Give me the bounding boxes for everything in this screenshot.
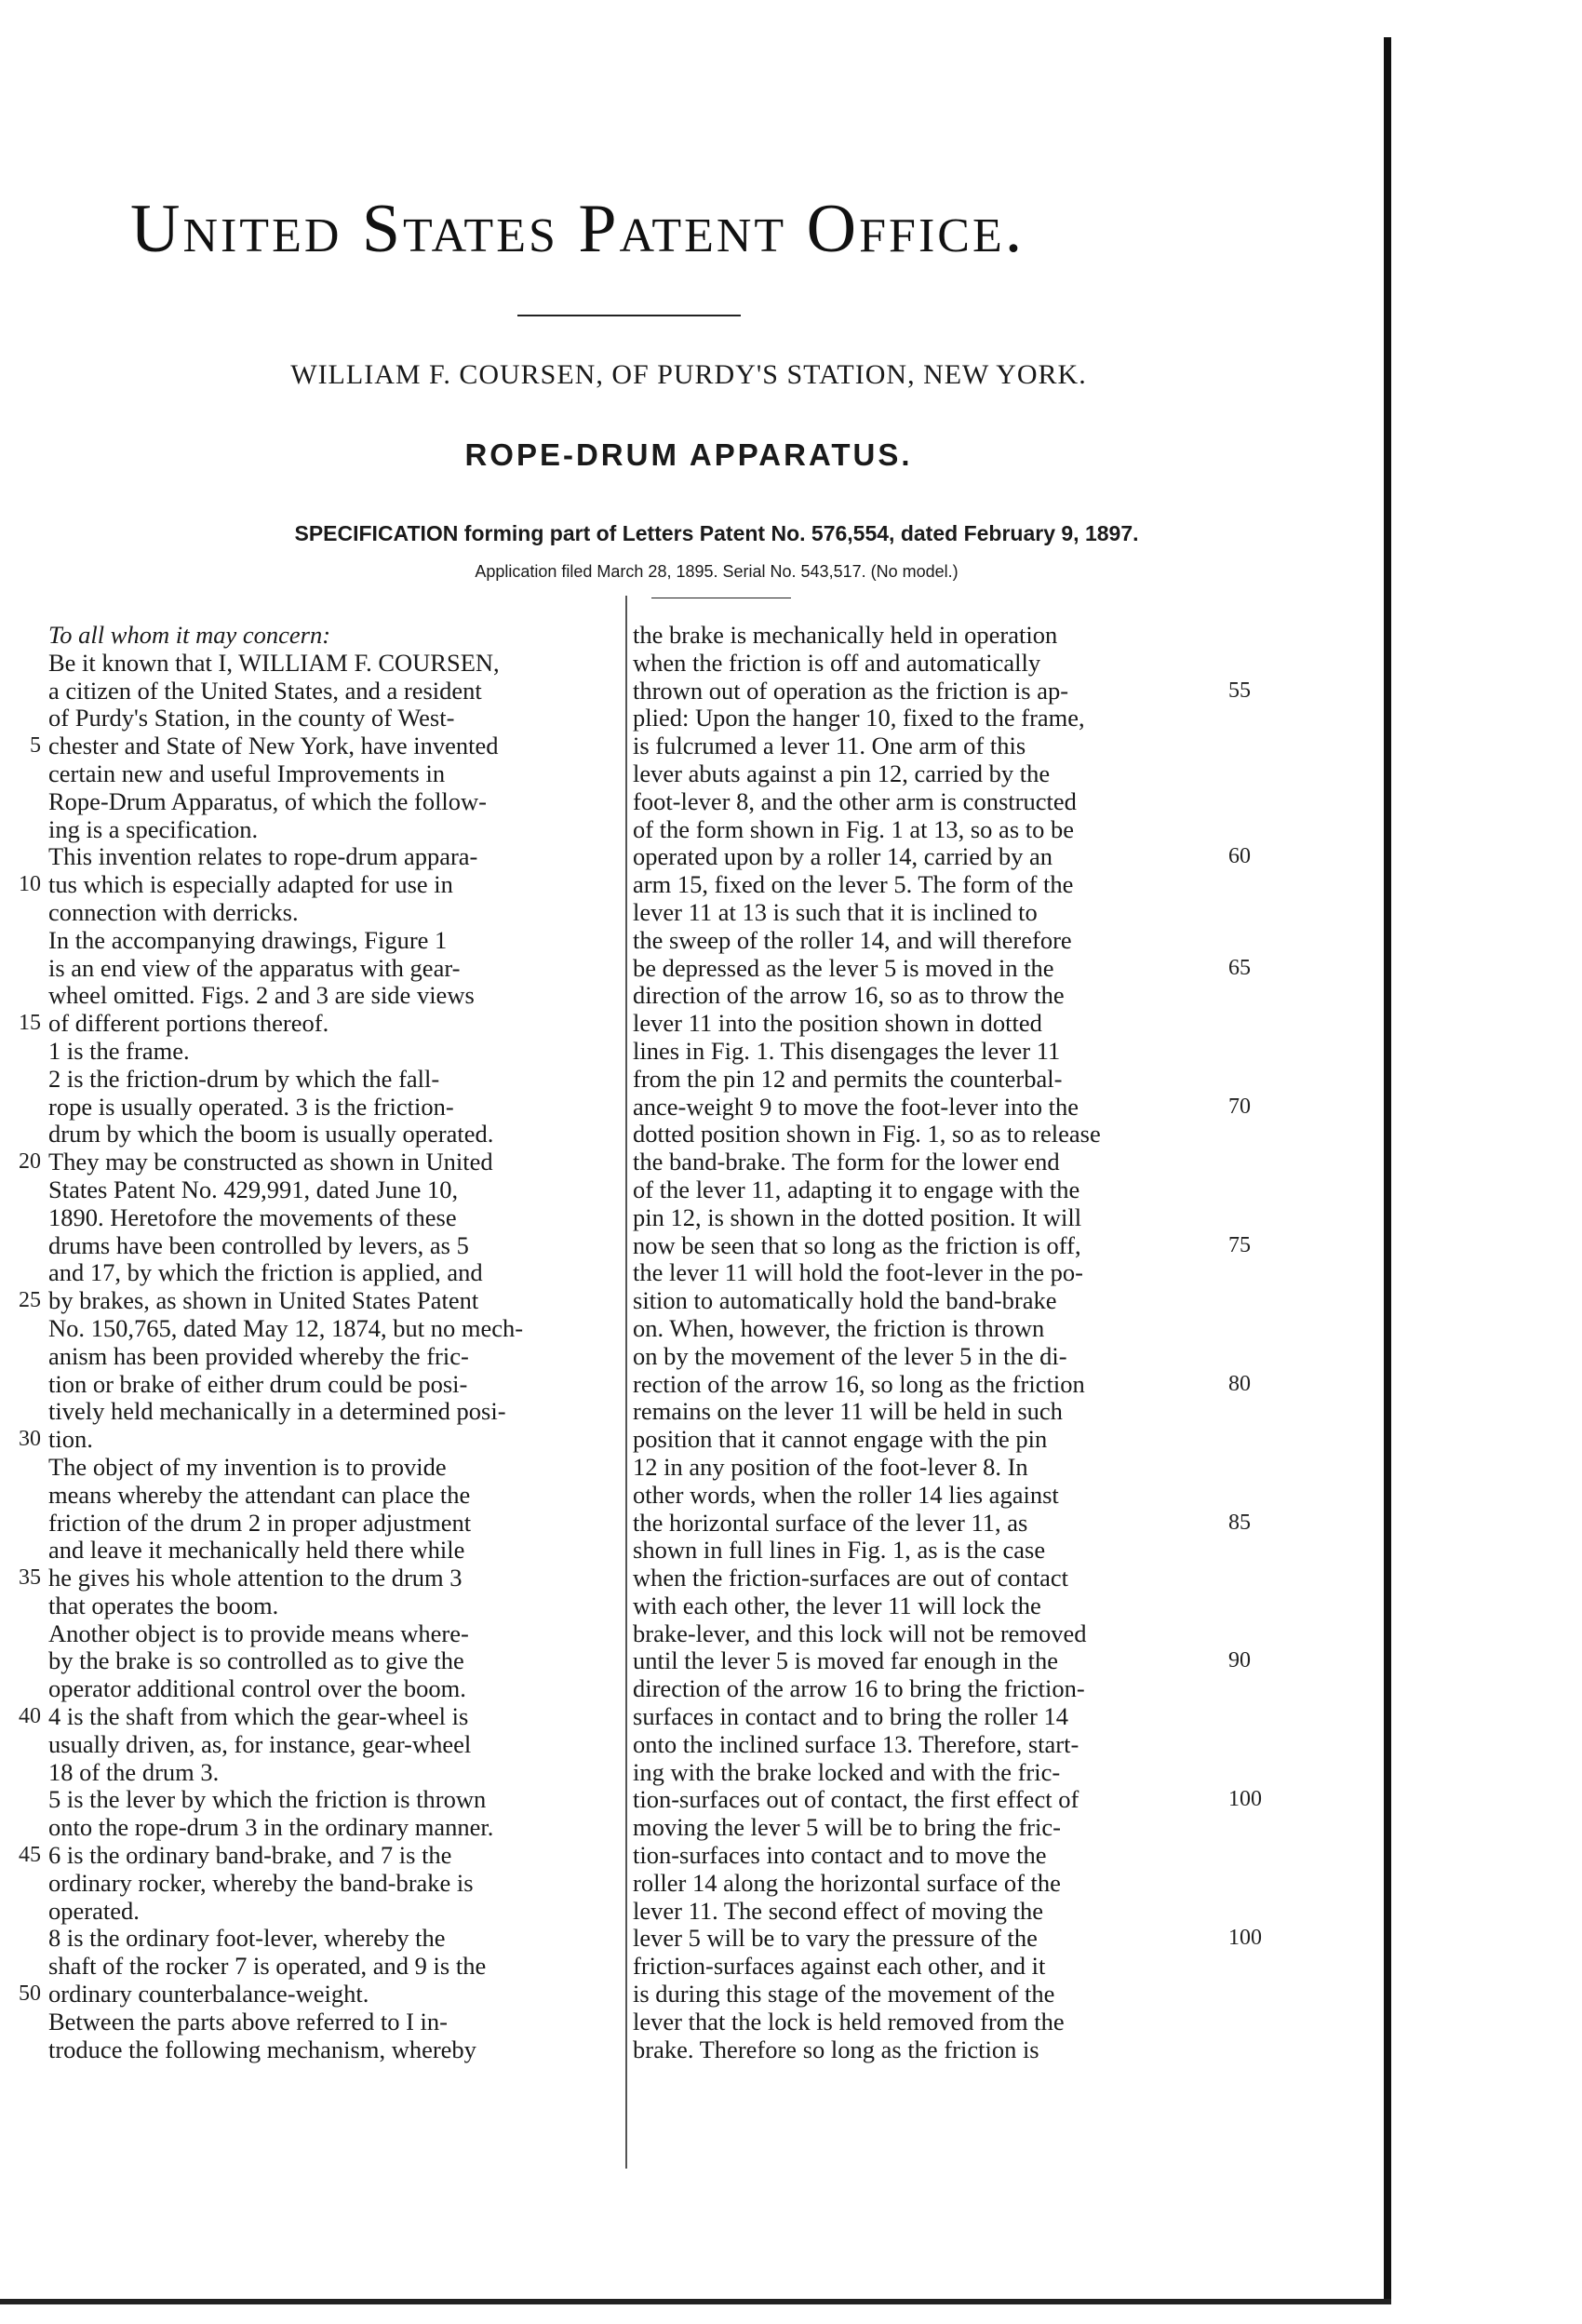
specification-line: SPECIFICATION forming part of Letters Patent No. 576,554, dated February 9, 1897. (294, 521, 1139, 545)
line-text: 8 is the ordinary foot-lever, whereby the (48, 1924, 446, 1953)
line-text: tus which is especially adapted for use in (48, 870, 453, 899)
line-number: 90 (1228, 1648, 1251, 1673)
text-line (633, 1731, 1228, 1759)
text-line (633, 1149, 1228, 1176)
line-text: operator additional control over the boom. (48, 1674, 466, 1703)
line-text: tion. (48, 1425, 93, 1454)
line-text: moving the lever 5 will be to bring the fric- (633, 1813, 1061, 1842)
text-line (633, 1953, 1228, 1981)
line-number: 85 (1228, 1510, 1251, 1535)
line-text: of different portions thereof. (48, 1009, 329, 1038)
text-line (633, 1369, 1251, 1399)
line-text: tively held mechanically in a determined posi- (48, 1397, 506, 1426)
line-text: chester and State of New York, have invented (48, 732, 499, 760)
text-line (19, 870, 625, 899)
text-line (633, 1230, 1251, 1260)
line-number: 55 (1228, 678, 1251, 703)
line-text: is an end view of the apparatus with gear- (48, 953, 461, 982)
text-line (633, 705, 1228, 732)
text-line (633, 1592, 1228, 1620)
line-text: the sweep of the roller 14, and will therefore (633, 925, 1072, 954)
text-line (633, 1315, 1228, 1343)
line-text: troduce the following mechanism, whereby (48, 2035, 476, 2063)
text-line (48, 1204, 625, 1232)
text-line (633, 1646, 1251, 1675)
text-line (48, 1038, 625, 1066)
scan-bottom-rule (0, 2299, 1391, 2304)
line-text: certain new and useful Improvements in (48, 759, 446, 787)
line-text: of the lever 11, adapting it to engage with the (633, 1175, 1080, 1203)
text-line (19, 1980, 625, 2008)
text-line (48, 955, 625, 983)
line-text: drum by which the boom is usually operated. (48, 1120, 494, 1149)
text-line (48, 1094, 625, 1122)
text-line (633, 1426, 1228, 1454)
text-line (633, 1565, 1228, 1592)
line-text: by brakes, as shown in United States Patent (48, 1286, 479, 1315)
text-line (633, 1176, 1228, 1204)
text-line (633, 622, 1228, 650)
text-line (48, 1510, 625, 1538)
text-line (633, 1898, 1228, 1926)
line-text: pin 12, is shown in the dotted position. It will (633, 1202, 1082, 1231)
line-text: shown in full lines in Fig. 1, as is the case (633, 1536, 1046, 1565)
text-line (48, 1675, 625, 1703)
line-text: on. When, however, the friction is thrown (633, 1313, 1045, 1342)
text-line (633, 1537, 1228, 1565)
line-text: thrown out of operation as the friction is ap- (633, 676, 1069, 705)
line-text: the band-brake. The form for the lower end (633, 1148, 1060, 1176)
text-line (48, 843, 625, 871)
line-text: dotted position shown in Fig. 1, so as to release (633, 1120, 1101, 1149)
line-text: Another object is to provide means where- (48, 1619, 469, 1647)
text-line (48, 760, 625, 788)
text-line (633, 842, 1251, 871)
line-text: operated upon by a roller 14, carried by an (633, 842, 1053, 871)
text-line (48, 1620, 625, 1648)
line-text: with each other, the lever 11 will lock the (633, 1591, 1041, 1619)
title-rule (517, 315, 741, 316)
line-text: ance-weight 9 to move the foot-lever into the (633, 1092, 1079, 1121)
line-text: onto the rope-drum 3 in the ordinary manner. (48, 1813, 494, 1842)
line-text: from the pin 12 and permits the counterbal- (633, 1064, 1063, 1093)
text-line (633, 760, 1228, 788)
line-text: be depressed as the lever 5 is moved in the (633, 953, 1054, 982)
text-line (19, 1841, 625, 1870)
line-number: 30 (19, 1427, 41, 1452)
line-text: when the friction-surfaces are out of contact (633, 1564, 1068, 1592)
line-text: that operates the boom. (48, 1591, 279, 1619)
text-line (633, 1703, 1228, 1731)
line-text: brake-lever, and this lock will not be removed (633, 1619, 1087, 1647)
text-line (633, 1038, 1228, 1066)
text-line (633, 1398, 1228, 1426)
text-line (633, 732, 1228, 760)
line-text: To all whom it may concern: (48, 621, 331, 649)
text-line (633, 1204, 1228, 1232)
line-text: tion-surfaces into contact and to move the (633, 1841, 1047, 1870)
line-number: 70 (1228, 1094, 1251, 1119)
text-line (633, 1870, 1228, 1898)
text-line (48, 1953, 625, 1981)
line-text: by the brake is so controlled as to give the (48, 1646, 464, 1675)
text-line (633, 1066, 1228, 1094)
text-line (633, 1508, 1251, 1538)
text-line (48, 1592, 625, 1620)
line-text: he gives his whole attention to the drum 3 (48, 1564, 463, 1592)
line-text: of the form shown in Fig. 1 at 13, so as to be (633, 814, 1075, 843)
text-line (19, 1564, 625, 1592)
line-text: Rope-Drum Apparatus, of which the follow- (48, 786, 488, 815)
line-number: 75 (1228, 1232, 1251, 1257)
line-text: until the lever 5 is moved far enough in the (633, 1646, 1059, 1675)
line-text: 18 of the drum 3. (48, 1757, 220, 1786)
line-number: 45 (19, 1843, 41, 1868)
text-line (633, 1259, 1228, 1287)
line-text: roller 14 along the horizontal surface of the (633, 1868, 1061, 1897)
line-text: friction of the drum 2 in proper adjustment (48, 1508, 472, 1537)
line-number: 100 (1228, 1926, 1262, 1951)
line-text: Be it known that I, WILLIAM F. COURSEN, (48, 648, 500, 677)
line-text: This invention relates to rope-drum appara- (48, 842, 478, 871)
line-text: In the accompanying drawings, Figure 1 (48, 925, 448, 954)
text-line (633, 1675, 1228, 1703)
text-line (633, 788, 1228, 816)
text-line (48, 2008, 625, 2036)
line-text: drums have been controlled by levers, as 5 (48, 1230, 469, 1259)
text-line (633, 2008, 1228, 2036)
text-line (48, 816, 625, 844)
text-line (19, 1425, 625, 1454)
right-text-column (633, 621, 1262, 2063)
line-text: 4 is the shaft from which the gear-wheel is (48, 1702, 469, 1731)
line-text: They may be constructed as shown in United (48, 1148, 493, 1176)
text-line (48, 1315, 625, 1343)
line-number: 50 (19, 1981, 41, 2007)
line-text: lever abuts against a pin 12, carried by the (633, 759, 1051, 787)
column-divider (625, 596, 627, 2169)
text-line (48, 1647, 625, 1675)
line-text: remains on the lever 11 will be held in such (633, 1397, 1063, 1426)
text-line (48, 2036, 625, 2064)
text-line (48, 1176, 625, 1204)
text-line (48, 1759, 625, 1787)
line-number: 40 (19, 1704, 41, 1729)
line-text: lines in Fig. 1. This disengages the lever 11 (633, 1036, 1061, 1065)
line-text: means whereby the attendant can place the (48, 1480, 471, 1509)
line-text: lever that the lock is held removed from the (633, 2007, 1065, 2035)
text-line (633, 953, 1251, 983)
text-line (633, 676, 1251, 705)
line-number: 35 (19, 1565, 41, 1591)
text-line (48, 650, 625, 678)
left-text-column (19, 621, 625, 2063)
line-text: No. 150,765, dated May 12, 1874, but no mech- (48, 1313, 524, 1342)
text-line (633, 1620, 1228, 1648)
line-text: tion-surfaces out of contact, the first effect of (633, 1785, 1079, 1814)
text-line (633, 1924, 1262, 1953)
text-line (633, 816, 1228, 844)
text-line (48, 1925, 625, 1953)
line-text: ing with the brake locked and with the fric- (633, 1757, 1061, 1786)
text-line (48, 1371, 625, 1399)
text-line (48, 1814, 625, 1842)
text-line (633, 1814, 1228, 1842)
line-text: onto the inclined surface 13. Therefore, start- (633, 1729, 1079, 1758)
text-line (633, 1759, 1228, 1787)
text-line (48, 1731, 625, 1759)
line-text: ordinary rocker, whereby the band-brake is (48, 1868, 474, 1897)
office-title: United States Patent Office. (130, 191, 1026, 267)
line-text: is fulcrumed a lever 11. One arm of this (633, 732, 1026, 760)
text-line (633, 982, 1228, 1010)
text-line (48, 899, 625, 927)
line-text: lever 11. The second effect of moving the (633, 1896, 1044, 1925)
text-line (633, 1010, 1228, 1038)
text-line (633, 1842, 1228, 1870)
line-text: ordinary counterbalance-weight. (48, 1980, 369, 2008)
text-line (633, 1343, 1228, 1371)
text-line (48, 1786, 625, 1814)
line-text: shaft of the rocker 7 is operated, and 9 is the (48, 1952, 487, 1981)
line-text: rope is usually operated. 3 is the friction- (48, 1092, 454, 1121)
text-line (48, 678, 625, 705)
line-text: arm 15, fixed on the lever 5. The form of the (633, 870, 1074, 899)
text-line (48, 1398, 625, 1426)
text-line (633, 650, 1228, 678)
line-text: States Patent No. 429,991, dated June 10, (48, 1175, 459, 1203)
scan-right-edge (1384, 37, 1391, 2299)
text-line (633, 1785, 1262, 1814)
text-line (19, 1009, 625, 1038)
line-number: 15 (19, 1011, 41, 1036)
line-text: on by the movement of the lever 5 in the di- (633, 1341, 1067, 1370)
text-line (48, 1537, 625, 1565)
line-text: 1890. Heretofore the movements of these (48, 1202, 457, 1231)
line-text: of Purdy's Station, in the county of West- (48, 704, 455, 732)
line-text: now be seen that so long as the friction is off, (633, 1230, 1081, 1259)
line-text: and 17, by which the friction is applied, and (48, 1258, 483, 1287)
text-line (48, 1259, 625, 1287)
line-text: sition to automatically hold the band-brake (633, 1286, 1057, 1315)
line-text: lever 11 into the position shown in dotted (633, 1009, 1042, 1038)
text-line (633, 1287, 1228, 1315)
line-text: Between the parts above referred to I in- (48, 2007, 448, 2035)
line-number: 10 (19, 872, 41, 897)
text-line (48, 788, 625, 816)
text-line (633, 1092, 1251, 1122)
text-line (48, 927, 625, 955)
line-text: connection with derricks. (48, 897, 299, 926)
text-line (48, 1121, 625, 1149)
line-number: 25 (19, 1288, 41, 1313)
line-text: 2 is the friction-drum by which the fall- (48, 1064, 440, 1093)
line-number: 20 (19, 1149, 41, 1175)
line-text: ing is a specification. (48, 814, 259, 843)
line-text: the horizontal surface of the lever 11, as (633, 1508, 1028, 1537)
text-line (48, 1066, 625, 1094)
line-text: surfaces in contact and to bring the roller 14 (633, 1702, 1069, 1731)
text-line (633, 1981, 1228, 2008)
line-text: the brake is mechanically held in operation (633, 621, 1058, 649)
line-text: when the friction is off and automatically (633, 648, 1041, 677)
text-line (633, 927, 1228, 955)
text-line (48, 1454, 625, 1482)
text-line (19, 1148, 625, 1176)
line-text: lever 5 will be to vary the pressure of the (633, 1924, 1038, 1953)
line-number: 100 (1228, 1787, 1262, 1812)
text-line (633, 1482, 1228, 1510)
line-text: position that it cannot engage with the pin (633, 1425, 1048, 1454)
text-line (48, 1343, 625, 1371)
line-text: foot-lever 8, and the other arm is constructed (633, 786, 1077, 815)
line-text: brake. Therefore so long as the friction is (633, 2035, 1039, 2063)
text-line (633, 871, 1228, 899)
line-number: 65 (1228, 955, 1251, 980)
line-text: operated. (48, 1896, 140, 1925)
application-line: Application filed March 28, 1895. Serial No. 543,517. (No model.) (475, 562, 959, 581)
line-text: the lever 11 will hold the foot-lever in the po- (633, 1258, 1083, 1287)
text-line (633, 1121, 1228, 1149)
line-text: The object of my invention is to provide (48, 1452, 447, 1481)
line-text: friction-surfaces against each other, and it (633, 1952, 1046, 1981)
line-text: direction of the arrow 16 to bring the friction- (633, 1674, 1085, 1703)
text-line (19, 1286, 625, 1315)
patent-subject: ROPE-DRUM APPARATUS. (464, 437, 913, 472)
line-text: 6 is the ordinary band-brake, and 7 is the (48, 1841, 452, 1870)
text-line (48, 1898, 625, 1926)
text-line (633, 2036, 1228, 2064)
text-line (19, 1702, 625, 1731)
line-number: 60 (1228, 844, 1251, 869)
line-text: 5 is the lever by which the friction is thrown (48, 1785, 487, 1814)
line-number: 80 (1228, 1371, 1251, 1396)
text-line (48, 705, 625, 732)
line-text: direction of the arrow 16, so as to throw the (633, 981, 1065, 1010)
line-text: anism has been provided whereby the fric- (48, 1341, 469, 1370)
text-line (48, 1232, 625, 1260)
line-text: a citizen of the United States, and a resident (48, 676, 482, 705)
line-text: 1 is the frame. (48, 1036, 190, 1065)
text-line (48, 982, 625, 1010)
text-line (48, 1482, 625, 1510)
line-text: rection of the arrow 16, so long as the friction (633, 1369, 1085, 1398)
text-line (48, 1870, 625, 1898)
line-text: 12 in any position of the foot-lever 8. In (633, 1452, 1028, 1481)
text-line (30, 732, 625, 760)
text-line (48, 622, 625, 650)
line-text: wheel omitted. Figs. 2 and 3 are side views (48, 981, 475, 1010)
text-line (633, 899, 1228, 927)
line-number: 5 (30, 733, 41, 759)
line-text: usually driven, as, for instance, gear-wheel (48, 1729, 472, 1758)
line-text: lever 11 at 13 is such that it is inclined to (633, 897, 1038, 926)
inventor-line: WILLIAM F. COURSEN, OF PURDY'S STATION, NEW YORK. (290, 359, 1087, 390)
line-text: other words, when the roller 14 lies against (633, 1480, 1059, 1509)
text-line (633, 1454, 1228, 1482)
line-text: plied: Upon the hanger 10, fixed to the frame, (633, 704, 1085, 732)
line-text: tion or brake of either drum could be posi- (48, 1369, 468, 1398)
line-text: and leave it mechanically held there while (48, 1536, 465, 1565)
line-text: is during this stage of the movement of the (633, 1980, 1055, 2008)
